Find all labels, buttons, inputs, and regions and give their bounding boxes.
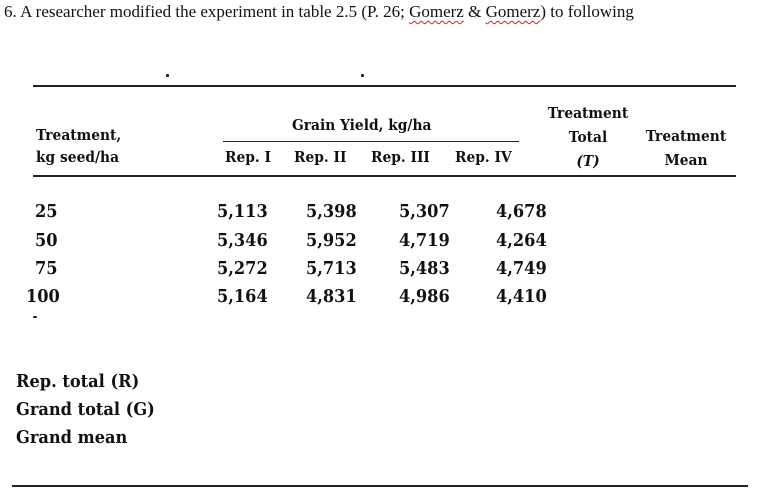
question-body: A researcher modified the experiment in table 2.5 (P. 26;	[20, 2, 410, 21]
rep-header-3: Rep. III	[371, 148, 430, 166]
rep-header-2: Rep. II	[294, 148, 347, 166]
question-tail: ) to following	[540, 2, 634, 21]
grain-yield-header: Grain Yield, kg/ha	[292, 116, 432, 134]
treatment-cell: 50	[35, 230, 58, 251]
treatment-cell: 100	[26, 286, 60, 307]
scan-speck	[361, 74, 364, 77]
mean-header-line2: Mean	[664, 151, 708, 169]
rep-cell: 5,113	[217, 201, 268, 222]
rep-cell: 4,831	[306, 286, 357, 307]
question-number: 6.	[4, 2, 17, 21]
treatment-header-line2: kg seed/ha	[36, 148, 120, 166]
ampersand: &	[463, 2, 486, 21]
rep-cell: 5,272	[217, 258, 268, 279]
table-top-rule	[33, 85, 736, 87]
treatment-header-line1: Treatment,	[36, 126, 122, 144]
rep-cell: 4,719	[399, 230, 450, 251]
total-header-line1: Treatment	[547, 104, 629, 122]
scan-speck	[33, 316, 37, 318]
rep-cell: 4,749	[496, 258, 547, 279]
rep-cell: 5,307	[399, 201, 450, 222]
grand-mean-label: Grand mean	[16, 427, 128, 448]
treatment-cell: 75	[35, 258, 58, 279]
rep-cell: 5,164	[217, 286, 268, 307]
treatment-mean-header	[642, 124, 730, 172]
treatment-total-header	[544, 101, 632, 173]
author-name-1: Gomerz	[409, 2, 464, 21]
total-header-line3: (T)	[576, 152, 600, 170]
header-bottom-rule	[33, 175, 736, 177]
rep-header-1: Rep. I	[225, 148, 271, 166]
rep-cell: 4,264	[496, 230, 547, 251]
rep-total-label: Rep. total (R)	[16, 371, 140, 392]
page-bottom-rule	[12, 485, 748, 487]
rep-cell: 5,398	[306, 201, 357, 222]
treatment-header	[36, 124, 121, 168]
rep-cell: 5,483	[399, 258, 450, 279]
rep-header-4: Rep. IV	[455, 148, 512, 166]
rep-cell: 4,678	[496, 201, 547, 222]
rep-cell: 5,713	[306, 258, 357, 279]
rep-cell: 4,410	[496, 286, 547, 307]
rep-cell: 5,952	[306, 230, 357, 251]
rep-cell: 5,346	[217, 230, 268, 251]
rep-cell: 4,986	[399, 286, 450, 307]
author-name-2: Gomerz	[485, 2, 541, 21]
total-header-line2: Total	[568, 128, 608, 146]
question-text	[4, 2, 634, 22]
grand-total-label: Grand total (G)	[16, 399, 155, 420]
grain-yield-rule	[223, 141, 519, 142]
treatment-cell: 25	[35, 201, 58, 222]
scan-speck	[166, 74, 169, 77]
mean-header-line1: Treatment	[645, 127, 727, 145]
